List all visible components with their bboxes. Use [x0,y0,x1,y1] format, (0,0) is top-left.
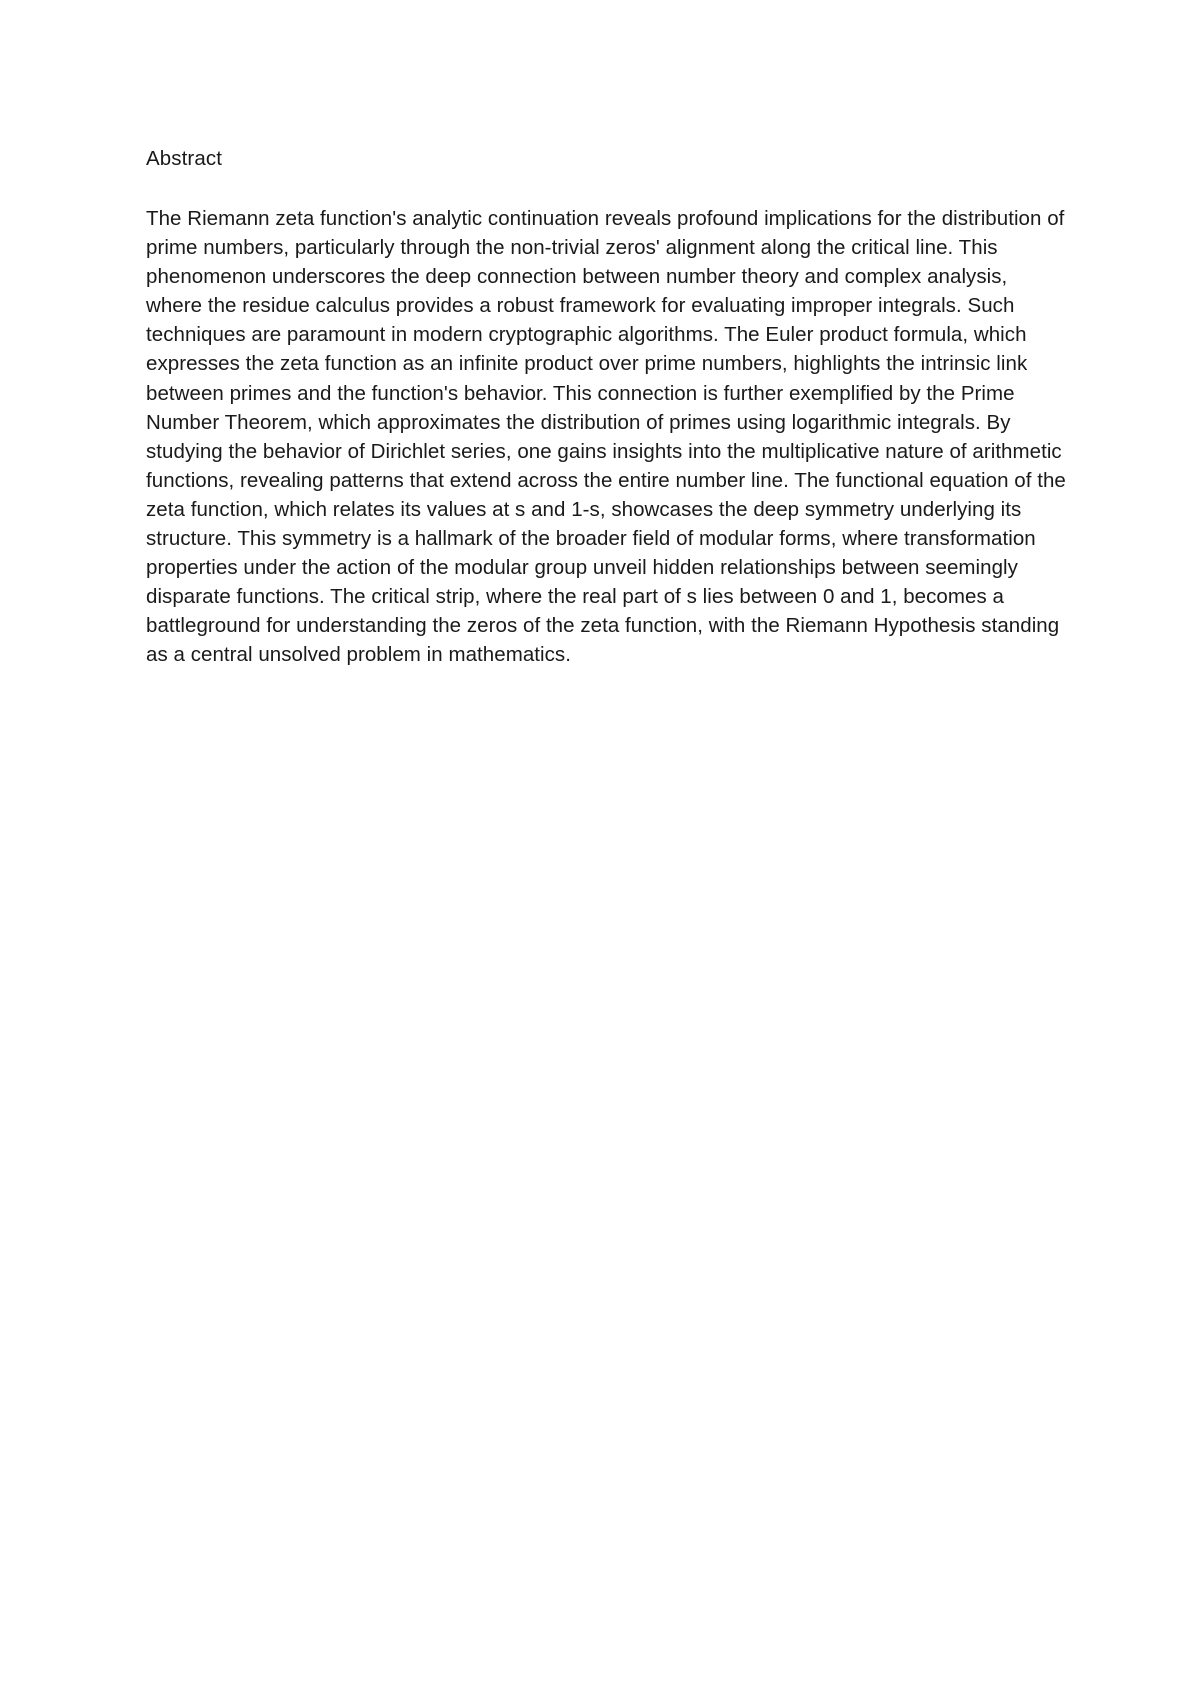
abstract-paragraph: The Riemann zeta function's analytic continuation reveals profound implications for the distribution of prime numbers, particularly through the non-trivial zeros' alignment along the critical line. This phenomenon underscores the deep connection between number theory and complex analysis, where the residue calculus provides a robust framework for evaluating improper integrals. Such techniques are paramount in modern cryptographic algorithms. The Euler product formula, which expresses the zeta function as an infinite product over prime numbers, highlights the intrinsic link between primes and the function's behavior. This connection is further exemplified by the Prime Number Theorem, which approximates the distribution of primes using logarithmic integrals. By studying the behavior of Dirichlet series, one gains insights into the multiplicative nature of arithmetic functions, revealing patterns that extend across the entire number line. The functional equation of the zeta function, which relates its values at s and 1-s, showcases the deep symmetry underlying its structure. This symmetry is a hallmark of the broader field of modular forms, where transformation properties under the action of the modular group unveil hidden relationships between seemingly disparate functions. The critical strip, where the real part of s lies between 0 and 1, becomes a battleground for understanding the zeros of the zeta function, with the Riemann Hypothesis standing as a central unsolved problem in mathematics. [146,207,1066,667]
abstract-section [146,146,1066,670]
abstract-heading: Abstract [146,147,222,170]
